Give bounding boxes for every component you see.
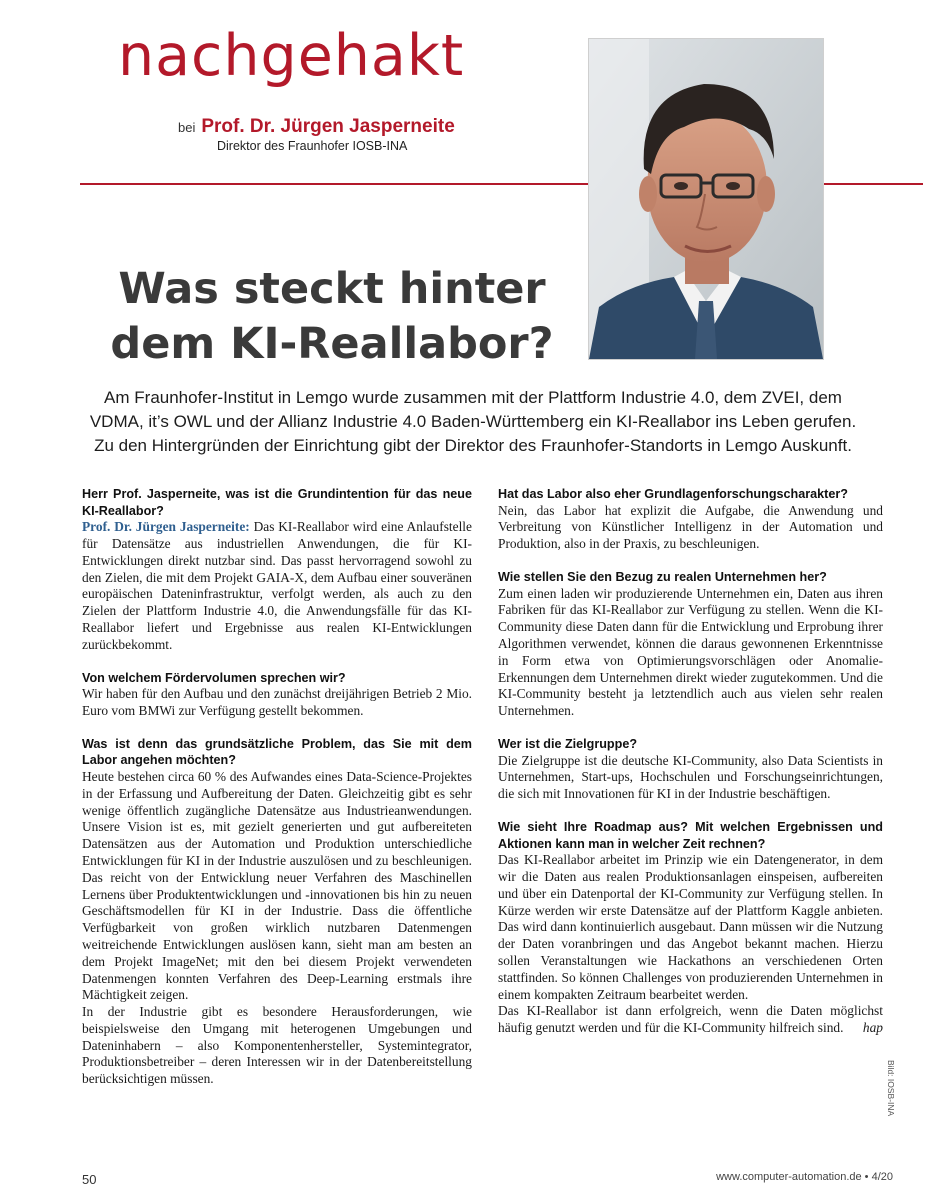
portrait-illustration [589, 39, 823, 359]
lead-line: VDMA, it’s OWL und der Allianz Industrie 4.0 Baden-Württemberg ein KI-Reallabor ins Leben gerufen. [89, 412, 857, 431]
interviewee-role: Direktor des Fraunhofer IOSB-INA [217, 139, 408, 153]
interview-question: Was ist denn das grundsätzliche Problem, das Sie mit dem Labor angehen möchten? [82, 736, 472, 768]
byline-prefix: bei [178, 120, 196, 135]
speaker-label: Prof. Dr. Jürgen Jasperneite: [82, 519, 250, 535]
section-kicker: nachgehakt [118, 23, 465, 89]
interview-answer: Nein, das Labor hat explizit die Aufgabe, die Anwendung und Verbreitung von Künstlicher Intelligenz in der Automation und Produktion, also in der Praxis, zu beschleunigen. [498, 502, 883, 552]
interview-answer: In der Industrie gibt es besondere Herausforderungen, wie beispielsweise den Umgang mit heterogenen Umgebungen und Dateninhabern – also Komponentenhersteller, Systemintegrator, Produktionsbetreiber – deren Interessen wir in der Datenbereitstellung berücksichtigen müssen. [82, 1004, 472, 1087]
byline [178, 116, 455, 138]
lead-line: Zu den Hintergründen der Einrichtung gibt der Direktor des Fraunhofer-Standorts in Lemgo Auskunft. [94, 436, 852, 455]
interview-question: Hat das Labor also eher Grundlagenforschungscharakter? [498, 487, 848, 501]
lead-line: Am Fraunhofer-Institut in Lemgo wurde zusammen mit der Plattform Industrie 4.0, dem ZVEI, dem [104, 388, 842, 407]
article-headline [82, 262, 582, 372]
interview-column-right [498, 486, 883, 1037]
portrait-photo [588, 38, 824, 360]
article-lead [78, 386, 868, 458]
interview-question: Von welchem Fördervolumen sprechen wir? [82, 670, 346, 685]
headline-line: Was steckt hinter [118, 264, 546, 314]
author-initials: hap [862, 1020, 883, 1036]
photo-credit: Bild: IOSB-INA [886, 1060, 896, 1117]
interview-question: Wie stellen Sie den Bezug zu realen Unternehmen her? [498, 569, 827, 584]
answer-text: Das KI-Reallabor wird eine Anlaufstelle für Datensätze aus industriellen Anwendungen, die für KI-Entwicklungen direkt nutzbar sind. Das passt hervorragend sowohl zu den Zielen, die mit dem Projekt GAIA-X, dem Aufbau einer souveränen europäischen Dateninfrastruktur, verfolgt werden, als auch zu den Zielen der Plattform Industrie 4.0, die Anwendungsfälle für das KI-Reallabor liefert und Ergebnisse aus realen KI-Entwicklungen zurückbekommt. [82, 519, 472, 652]
interview-answer [82, 519, 472, 653]
magazine-footer: www.computer-automation.de • 4/20 [716, 1171, 893, 1183]
interview-column-left [82, 486, 472, 1088]
interview-question: Herr Prof. Jasperneite, was ist die Grundintention für das neue KI-Reallabor? [82, 487, 472, 518]
interview-answer: Wir haben für den Aufbau und den zunächst dreijährigen Betrieb 2 Mio. Euro vom BMWi zur Verfügung gestellt bekommen. [82, 686, 472, 718]
interview-answer: Das KI-Reallabor arbeitet im Prinzip wie ein Datengenerator, in dem wir die Daten aus realen Produktionsanlagen einspeisen, aufbereiten und über ein Datenportal der KI-Community zur Verfügung stellen. In Kürze werden wir erste Datensätze auf der Plattform Kaggle anbieten. Das wird dann kontinuierlich ausgebaut. Dann müssen wir die Nutzung der Daten voranbringen und das Angebot bekannt machen. Hierzu sollen Veranstaltungen wie Hackathons an verschiedenen Orten stattfinden. So können Challenges von produzierenden Unternehmen in einem kompakten Zeitraum bearbeitet werden. [498, 852, 883, 1002]
interview-answer: Die Zielgruppe ist die deutsche KI-Community, also Data Scientists in Unternehmen, Start-ups, Hochschulen und Forschungseinrichtungen, die sich mit Innovationen für KI in der Industrie beschäftigen. [498, 752, 883, 802]
headline-line: dem KI-Reallabor? [110, 319, 554, 369]
interviewee-name: Prof. Dr. Jürgen Jasperneite [201, 116, 455, 137]
interview-answer: Heute bestehen circa 60 % des Aufwandes eines Data-Science-Projektes in der Erfassung und Aufbereitung der Daten. Gleichzeitig gibt es sehr wenige öffentlich zugängliche Datensätze aus Industrieanwendungen. Unsere Vision ist es, mit gezielt generierten und gut aufbereiteten Datensätzen aus der Automation und Produktion unterschiedliche Entwicklungen für KI in der Industrie auszulösen und zu beschleunigen. Das reicht von der Entwicklung neuer Verfahren des Maschinellen Lernens über Produktentwicklungen und -innovationen bis hin zu neuen Geschäftsmodellen für KI in der Industrie. Dass die öffentliche Verfügbarkeit von großen wirklich nutzbaren Datenmengen weitreichende Entwicklungen auslösen kann, sieht man am besten an dem Projekt ImageNet; mit den bei diesem Projekt verwendeten Datenmengen konnten Verfahren des Deep-Learning erstmals ihre Mächtigkeit zeigen. [82, 768, 472, 1003]
interview-answer [498, 1003, 883, 1037]
interview-question: Wie sieht Ihre Roadmap aus? Mit welchen Ergebnissen und Aktionen kann man in welcher Zeit rechnen? [498, 819, 883, 851]
interview-answer: Zum einen laden wir produzierende Unternehmen ein, Daten aus ihren Fabriken für das KI-Reallabor zur Verfügung zu stellen. Wenn die KI-Community diese Daten dann für die Entwicklung und Erprobung ihrer Algorithmen verwendet, können die daraus gewonnenen Erkenntnisse in Form etwa von Optimierungsvorschlägen oder Anomalie-Erkennungen dem Unternehmen direkt wieder zugutekommen. Und die KI-Community besteht ja letztendlich auch aus vielen sehr realen Unternehmen. [498, 585, 883, 719]
interview-question: Wer ist die Zielgruppe? [498, 736, 638, 751]
answer-text: Das KI-Reallabor ist dann erfolgreich, wenn die Daten möglichst häufig genutzt werden und für die KI-Community hilfreich sind. [498, 1003, 883, 1036]
page-number: 50 [82, 1172, 97, 1187]
